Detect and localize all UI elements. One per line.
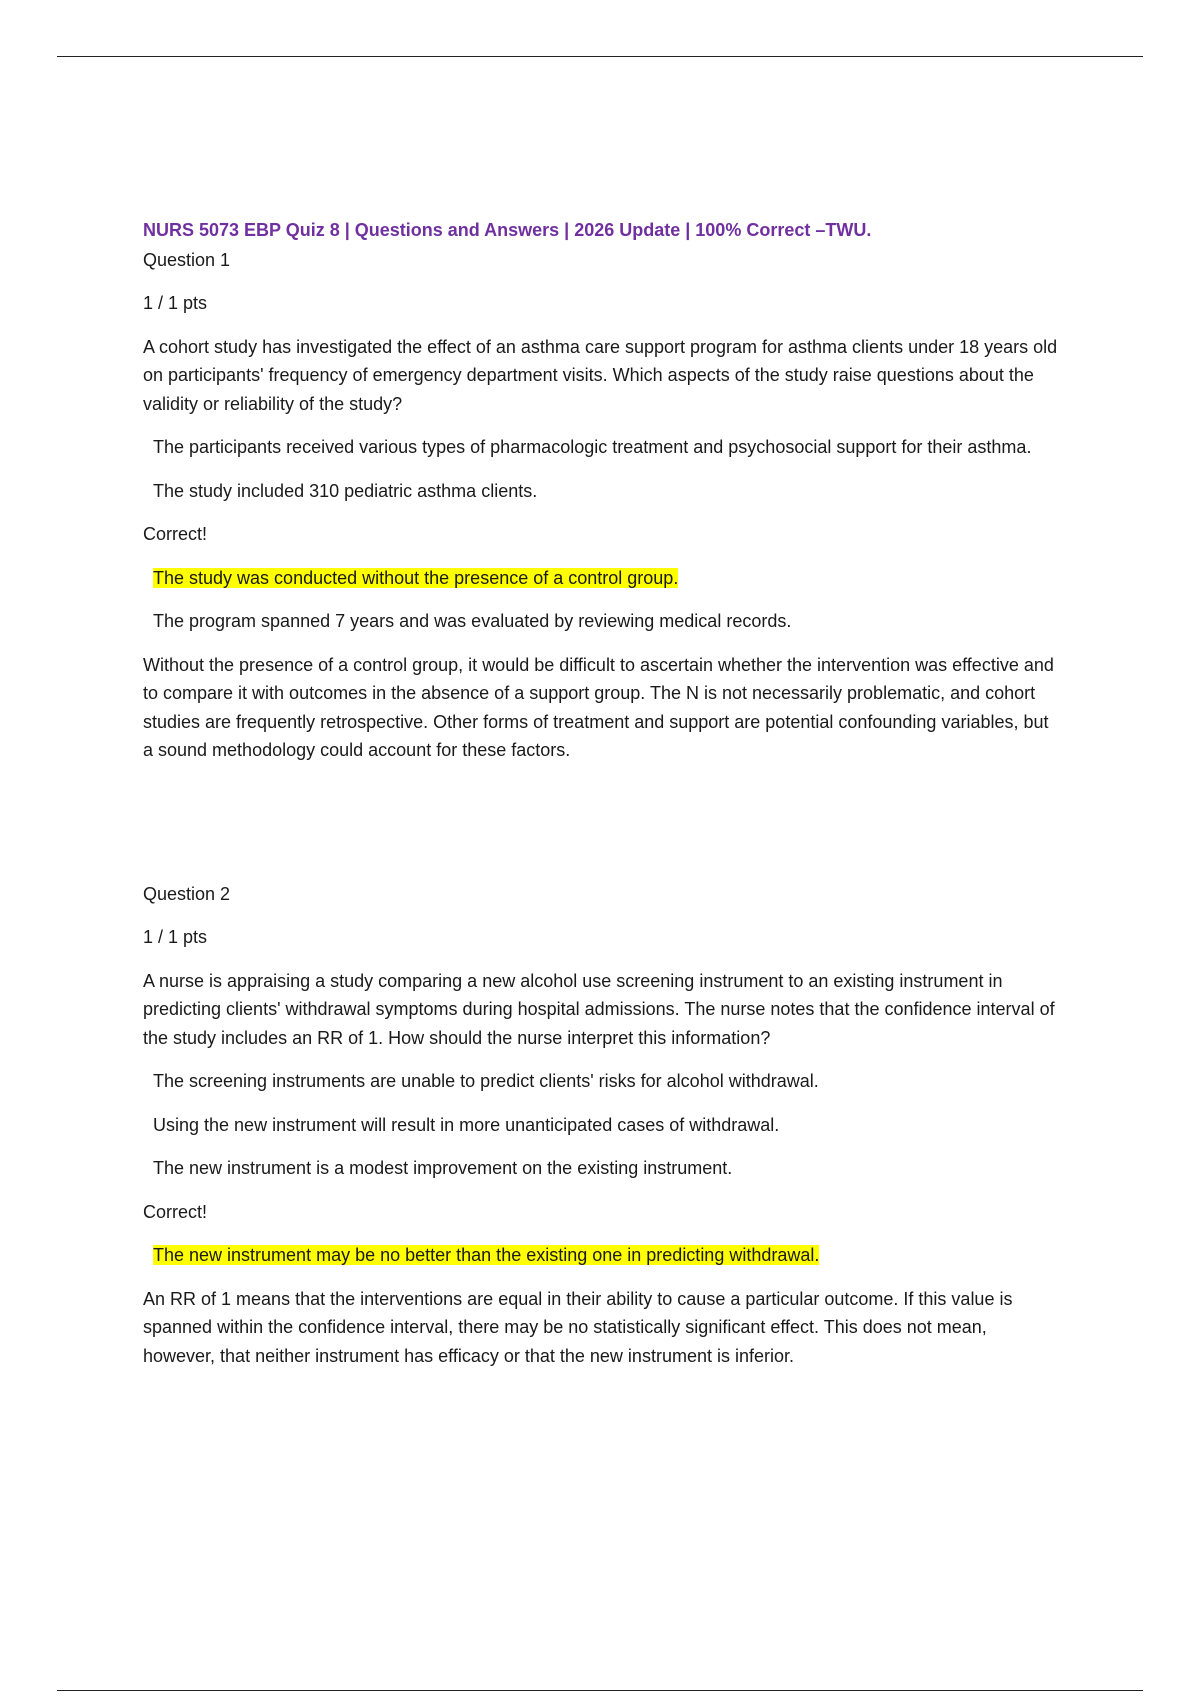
answer-option: The program spanned 7 years and was evaluated by reviewing medical records. bbox=[153, 611, 792, 631]
question-text: A cohort study has investigated the effect of an asthma care support program for asthma clients under 18 years old on participants' frequency of emergency department visits. Which aspects of the study raise questions about the validity or reliability of the study? bbox=[143, 336, 1058, 414]
answer-option: The new instrument is a modest improvement on the existing instrument. bbox=[153, 1158, 733, 1178]
question-text: A nurse is appraising a study comparing a new alcohol use screening instrument to an existing instrument in predicting clients' withdrawal symptoms during hospital admissions. The nurse notes that the confidence interval of the study includes an RR of 1. How should the nurse interpret this information? bbox=[143, 970, 1055, 1048]
document-title: NURS 5073 EBP Quiz 8 | Questions and Answers | 2026 Update | 100% Correct –TWU. bbox=[143, 220, 872, 240]
header-rule bbox=[57, 56, 1143, 57]
answer-explanation: Without the presence of a control group, it would be difficult to ascertain whether the intervention was effective and to compare it with outcomes in the absence of a support group. The N is not necessarily problematic, and cohort studies are frequently retrospective. Other forms of treatment and support are potential confounding variables, but a sound methodology could account for these factors. bbox=[143, 654, 1054, 760]
answer-option: The study included 310 pediatric asthma clients. bbox=[153, 480, 538, 501]
question-2 bbox=[143, 880, 1063, 1371]
correct-answer bbox=[143, 564, 1063, 593]
answer-option bbox=[143, 433, 1063, 462]
question-points: 1 / 1 pts bbox=[143, 293, 208, 313]
correct-label: Correct! bbox=[143, 524, 208, 544]
correct-answer-highlight: The study was conducted without the presence of a control group. bbox=[153, 567, 679, 588]
question-label: Question 2 bbox=[143, 883, 231, 904]
question-points: 1 / 1 pts bbox=[143, 927, 208, 947]
answer-option: Using the new instrument will result in more unanticipated cases of withdrawal. bbox=[153, 1114, 780, 1135]
answer-explanation: An RR of 1 means that the interventions are equal in their ability to cause a particular outcome. If this value is spanned within the confidence interval, there may be no statistically significant effect. This does not mean, however, that neither instrument has efficacy or that the new instrument is inferior. bbox=[143, 1288, 1013, 1366]
correct-answer-highlight: The new instrument may be no better than the existing one in predicting withdrawal. bbox=[153, 1245, 820, 1265]
question-label: Question 1 bbox=[143, 249, 231, 270]
answer-option-text: The participants received various types of pharmacologic treatment and psychosocial support for their asthma. bbox=[153, 437, 1032, 457]
correct-answer bbox=[143, 1241, 1063, 1270]
question-1 bbox=[143, 246, 1063, 765]
correct-label: Correct! bbox=[143, 1201, 208, 1222]
answer-option: The screening instruments are unable to predict clients' risks for alcohol withdrawal. bbox=[153, 1071, 819, 1091]
footer-rule bbox=[57, 1690, 1143, 1691]
document-body bbox=[143, 216, 1063, 1370]
